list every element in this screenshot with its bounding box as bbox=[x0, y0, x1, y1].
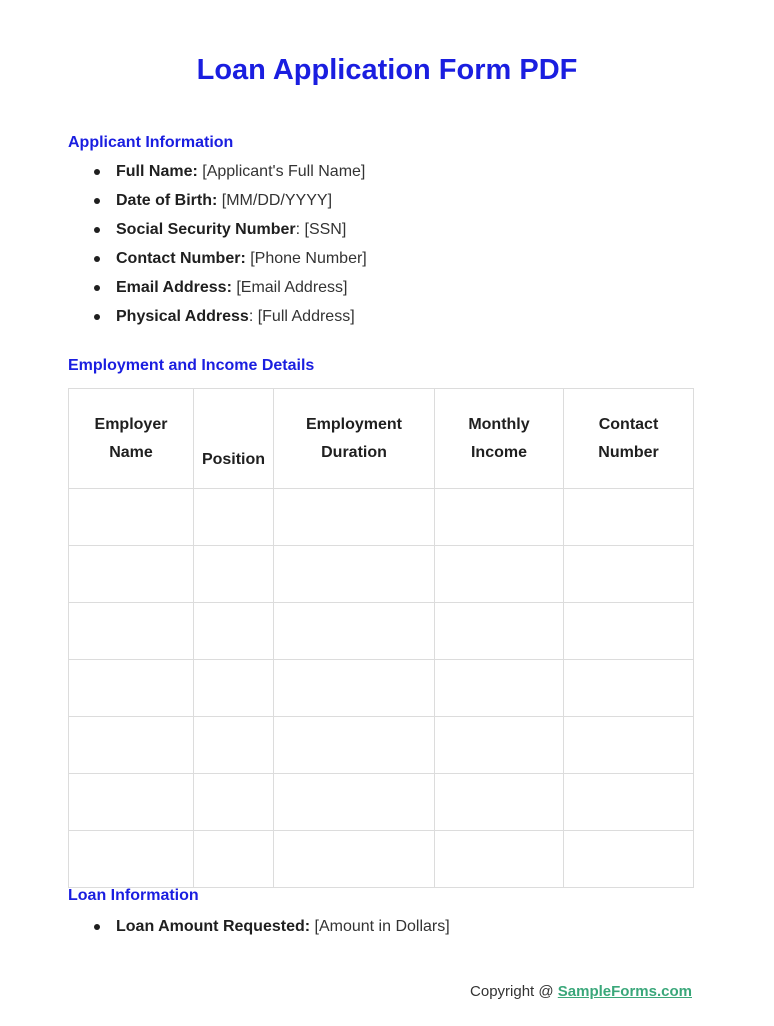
table-cell[interactable] bbox=[274, 603, 435, 660]
header-line: Monthly bbox=[468, 415, 530, 433]
table-cell[interactable] bbox=[564, 831, 694, 888]
header-line: Contact bbox=[598, 415, 659, 433]
table-header-row bbox=[69, 389, 694, 489]
ssn-value: : [SSN] bbox=[295, 221, 347, 238]
table-cell[interactable] bbox=[564, 660, 694, 717]
table-cell[interactable] bbox=[274, 831, 435, 888]
table-cell[interactable] bbox=[69, 546, 194, 603]
copyright-text: Copyright @ bbox=[470, 983, 558, 1000]
table-cell[interactable] bbox=[435, 546, 564, 603]
table-cell[interactable] bbox=[435, 831, 564, 888]
list-item bbox=[68, 191, 367, 220]
table-row bbox=[69, 546, 694, 603]
table-cell[interactable] bbox=[274, 717, 435, 774]
table-cell[interactable] bbox=[564, 489, 694, 546]
header-line: Name bbox=[109, 443, 153, 461]
contact-number-label: Contact Number: bbox=[116, 250, 246, 267]
header-line: Income bbox=[470, 443, 527, 461]
list-item bbox=[68, 278, 367, 307]
table-cell[interactable] bbox=[194, 660, 274, 717]
contact-number-value: [Phone Number] bbox=[245, 250, 367, 267]
ssn-label: Social Security Number bbox=[116, 221, 296, 238]
table-cell[interactable] bbox=[69, 774, 194, 831]
loan-info-list bbox=[68, 917, 450, 946]
table-cell[interactable] bbox=[274, 774, 435, 831]
table-cell[interactable] bbox=[274, 660, 435, 717]
bullet-icon bbox=[94, 169, 100, 175]
loan-amount-value: [Amount in Dollars] bbox=[310, 918, 450, 935]
header-line: Number bbox=[598, 443, 659, 461]
table-cell[interactable] bbox=[435, 603, 564, 660]
table-cell[interactable] bbox=[435, 774, 564, 831]
bullet-icon bbox=[94, 256, 100, 262]
employment-table-body bbox=[69, 489, 694, 888]
date-of-birth-value: [MM/DD/YYYY] bbox=[217, 192, 333, 209]
table-cell[interactable] bbox=[69, 717, 194, 774]
page-title: Loan Application Form PDF bbox=[196, 54, 578, 86]
table-row bbox=[69, 603, 694, 660]
table-cell[interactable] bbox=[194, 717, 274, 774]
table-row bbox=[69, 774, 694, 831]
table-cell[interactable] bbox=[194, 546, 274, 603]
table-row bbox=[69, 831, 694, 888]
header-line: Duration bbox=[321, 443, 387, 461]
table-cell[interactable] bbox=[194, 603, 274, 660]
list-item bbox=[68, 307, 367, 336]
table-cell[interactable] bbox=[194, 774, 274, 831]
list-item bbox=[68, 917, 450, 946]
copyright-footer bbox=[470, 982, 692, 1002]
bullet-icon bbox=[94, 924, 100, 930]
list-item bbox=[68, 249, 367, 278]
column-header-monthly-income bbox=[435, 389, 564, 489]
applicant-info-heading: Applicant Information bbox=[68, 134, 234, 151]
email-address-label: Email Address: bbox=[116, 279, 232, 296]
header-line: Position bbox=[201, 451, 266, 468]
column-header-contact-number bbox=[564, 389, 694, 489]
table-row bbox=[69, 660, 694, 717]
sampleforms-link[interactable]: SampleForms.com bbox=[557, 983, 692, 1000]
table-cell[interactable] bbox=[274, 489, 435, 546]
physical-address-value: : [Full Address] bbox=[248, 308, 355, 325]
table-cell[interactable] bbox=[69, 660, 194, 717]
header-line: Employer bbox=[94, 415, 168, 433]
bullet-icon bbox=[94, 314, 100, 320]
table-cell[interactable] bbox=[69, 831, 194, 888]
table-cell[interactable] bbox=[564, 717, 694, 774]
table-cell[interactable] bbox=[564, 603, 694, 660]
date-of-birth-label: Date of Birth: bbox=[116, 192, 218, 209]
table-cell[interactable] bbox=[435, 717, 564, 774]
bullet-icon bbox=[94, 198, 100, 204]
bullet-icon bbox=[94, 227, 100, 233]
list-item bbox=[68, 162, 367, 191]
table-cell[interactable] bbox=[274, 546, 435, 603]
table-cell[interactable] bbox=[69, 603, 194, 660]
table-row bbox=[69, 717, 694, 774]
email-address-value: [Email Address] bbox=[231, 279, 348, 296]
bullet-icon bbox=[94, 285, 100, 291]
employment-heading: Employment and Income Details bbox=[68, 357, 315, 374]
list-item bbox=[68, 220, 367, 249]
table-cell[interactable] bbox=[435, 660, 564, 717]
column-header-employer-name bbox=[69, 389, 194, 489]
table-cell[interactable] bbox=[194, 489, 274, 546]
employment-table bbox=[68, 388, 694, 888]
table-cell[interactable] bbox=[564, 546, 694, 603]
table-cell[interactable] bbox=[435, 489, 564, 546]
table-cell[interactable] bbox=[564, 774, 694, 831]
column-header-employment-duration bbox=[274, 389, 435, 489]
table-row bbox=[69, 489, 694, 546]
physical-address-label: Physical Address bbox=[116, 308, 249, 325]
table-cell[interactable] bbox=[194, 831, 274, 888]
column-header-position bbox=[194, 389, 274, 489]
loan-amount-label: Loan Amount Requested: bbox=[116, 918, 311, 935]
loan-info-heading: Loan Information bbox=[68, 887, 199, 904]
table-cell[interactable] bbox=[69, 489, 194, 546]
full-name-value: [Applicant's Full Name] bbox=[197, 163, 366, 180]
applicant-info-list bbox=[68, 162, 367, 336]
header-line: Employment bbox=[305, 415, 402, 433]
full-name-label: Full Name: bbox=[116, 163, 198, 180]
